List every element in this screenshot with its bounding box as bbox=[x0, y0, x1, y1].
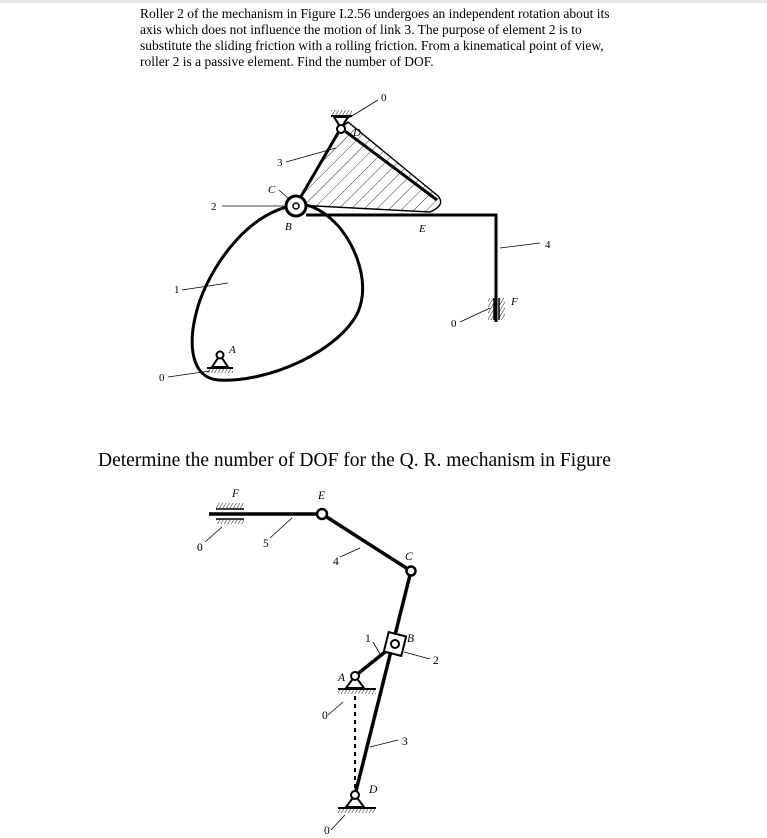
label-pivot-a: A bbox=[229, 344, 236, 356]
joint-c bbox=[407, 567, 416, 576]
link-3 bbox=[355, 571, 411, 795]
label-ground-a-2: 0 bbox=[322, 710, 328, 722]
label-ground-d-2: 0 bbox=[324, 825, 330, 837]
label-link-3: 3 bbox=[277, 157, 283, 169]
slider-block-2 bbox=[384, 632, 406, 656]
label-joint-d: D bbox=[353, 127, 361, 139]
label-joint-e: E bbox=[419, 223, 426, 235]
label-slider-f: F bbox=[511, 296, 518, 308]
label-slider-b: B bbox=[407, 633, 415, 645]
problem-2-text: Determine the number of DOF for the Q. R. mechanism in Figure bbox=[98, 450, 611, 471]
label-pivot-d-2: D bbox=[369, 784, 378, 796]
label-pivot-a-2: A bbox=[338, 672, 346, 684]
label-link-2: 2 bbox=[433, 655, 439, 667]
label-ground-f-2: 0 bbox=[197, 542, 203, 554]
label-ground-f: 0 bbox=[451, 318, 457, 330]
label-contact-b: B bbox=[285, 221, 292, 233]
label-roller-2: 2 bbox=[211, 201, 217, 213]
figure-2-leaders bbox=[205, 518, 430, 830]
label-ground-a: 0 bbox=[159, 372, 165, 384]
figure-2 bbox=[197, 488, 439, 837]
label-cam-1: 1 bbox=[174, 284, 180, 296]
label-ground-top: 0 bbox=[381, 92, 387, 104]
label-joint-e-2: E bbox=[318, 490, 326, 502]
label-joint-c-2: C bbox=[405, 551, 413, 563]
label-link-4: 4 bbox=[545, 239, 551, 251]
label-joint-c: C bbox=[268, 184, 276, 196]
figure-1 bbox=[159, 92, 551, 384]
label-link-3-2: 3 bbox=[402, 736, 408, 748]
label-link-1: 1 bbox=[365, 633, 371, 645]
joint-e bbox=[317, 509, 327, 519]
follower-link-4 bbox=[306, 215, 496, 322]
label-link-5: 5 bbox=[263, 538, 269, 550]
label-link-4-2: 4 bbox=[333, 556, 339, 568]
problem-1-text: Roller 2 of the mechanism in Figure I.2.56 undergoes an independent rotation about its axis which does not influence the motion of link 3. The purpose of element 2 is to substitute the sliding friction with a rolling friction. From a kinematical point of view, roller 2 is a passive element. Find the number of DOF. bbox=[140, 6, 610, 69]
label-slider-f-2: F bbox=[232, 488, 240, 500]
